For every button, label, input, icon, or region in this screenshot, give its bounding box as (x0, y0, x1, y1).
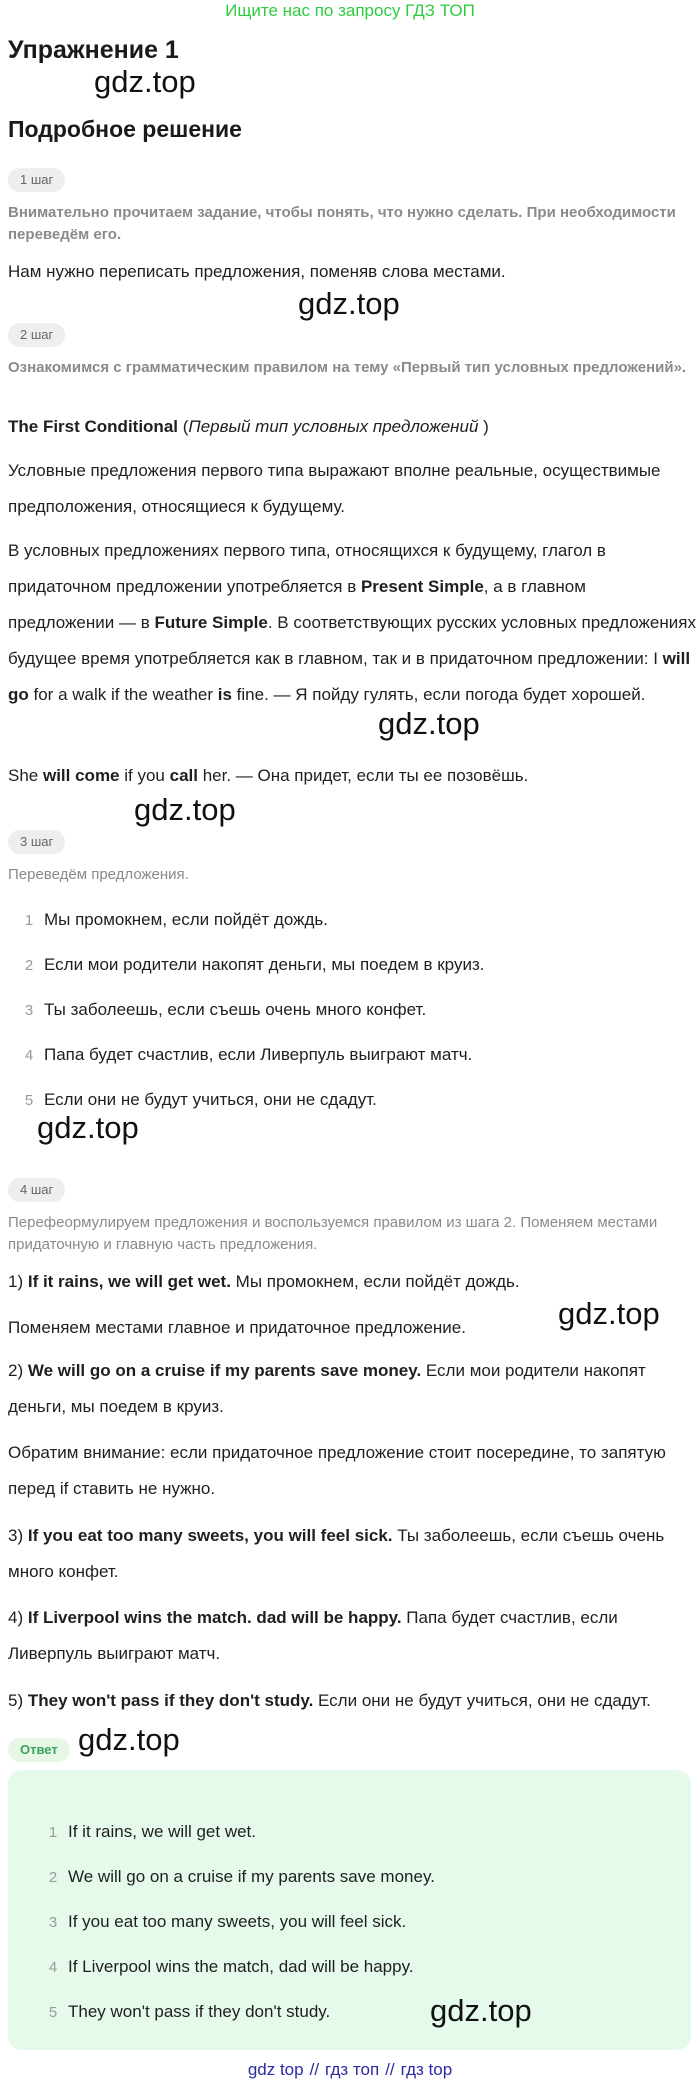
answer-item: 1 If it rains, we will get wet. (48, 1822, 257, 1841)
watermark: gdz.top (78, 1722, 180, 1757)
rule-example: She will come if you call her. — Она придет, если ты ее позовёшь. (8, 766, 529, 785)
answer-item: 2 We will go on a cruise if my parents save money. (48, 1867, 435, 1886)
answer-chip: Ответ (8, 1738, 70, 1762)
step-note: Перефеормулируем предложения и воспользуемся правилом из шага 2. Поменяем местами придаточную и главную часть предложения. (8, 1214, 658, 1253)
watermark: gdz.top (37, 1110, 139, 1145)
answer-item: 3 If you eat too many sweets, you will feel sick. (48, 1912, 407, 1931)
swap-note: Поменяем местами главное и придаточное предложение. (8, 1318, 466, 1337)
step-text: Нам нужно переписать предложения, поменяв слова местами. (8, 262, 506, 281)
answer-item: 5 They won't pass if they don't study. (48, 2002, 331, 2021)
rule-heading: The First Conditional (Первый тип условных предложений ) (8, 417, 489, 436)
rule-title: The First Conditional (8, 417, 178, 436)
rewrite-3: 3) If you eat too many sweets, you will feel sick. Ты заболеешь, если съешь очень много конфет. (8, 1526, 665, 1581)
rewrite-2: 2) We will go on a cruise if my parents save money. Если мои родители накопят деньги, мы поедем в круиз. (8, 1361, 646, 1416)
rule-paragraph: Условные предложения первого типа выражают вполне реальные, осуществимые предположения, относящиеся к будущему. (8, 461, 661, 516)
list-item: 1 Мы промокнем, если пойдёт дождь. (24, 910, 328, 929)
step-note: Ознакомимся с грамматическим правилом на тему «Первый тип условных предложений». (8, 359, 687, 376)
list-item: 5 Если они не будут учиться, они не сдадут. (24, 1090, 377, 1109)
step-chip: 3 шаг (8, 830, 65, 854)
rewrite-4: 4) If Liverpool wins the match. dad will be happy. Папа будет счастлив, если Ливерпуль выиграют матч. (8, 1608, 618, 1663)
search-banner: Ищите нас по запросу ГДЗ ТОП (225, 1, 475, 20)
footer-links: gdz top // гдз топ // гдз top (247, 2060, 453, 2079)
watermark: gdz.top (378, 706, 480, 741)
step-note: Внимательно прочитаем задание, чтобы понять, что нужно сделать. При необходимости переведём его. (8, 204, 676, 243)
list-item: 4 Папа будет счастлив, если Ливерпуль выиграют матч. (24, 1045, 473, 1064)
watermark: gdz.top (558, 1296, 660, 1331)
rule-paragraph: В условных предложениях первого типа, относящихся к будущему, глагол в придаточном предложении употребляется в Present Simple, а в главном предложении — в Future Simple. В соответствующих русских условных предложениях будущее время употребляется как в главном, так и в придаточном предложении: I will go for a walk if the weather is fine. — Я пойду гулять, если погода будет хорошей. (8, 541, 696, 704)
rewrite-1: 1) If it rains, we will get wet. Мы промокнем, если пойдёт дождь. (8, 1272, 520, 1291)
footer-link-gdz-top-ru[interactable]: гдз топ (325, 2060, 380, 2079)
watermark: gdz.top (430, 1993, 532, 2028)
watermark: gdz.top (298, 286, 400, 321)
step-chip: 4 шаг (8, 1178, 65, 1202)
solution-title: Подробное решение (8, 116, 242, 142)
answer-item: 4 If Liverpool wins the match, dad will be happy. (48, 1957, 414, 1976)
rule-title-ru: Первый тип условных предложений (188, 417, 479, 436)
footer-link-gdz-top[interactable]: gdz top (247, 2060, 304, 2079)
attention-note: Обратим внимание: если придаточное предложение стоит посередине, то запятую перед if ставить не нужно. (8, 1443, 666, 1498)
list-item: 2 Если мои родители накопят деньги, мы поедем в круиз. (24, 955, 485, 974)
rewrite-5: 5) They won't pass if they don't study. Если они не будут учиться, они не сдадут. (8, 1691, 651, 1710)
watermark: gdz.top (134, 792, 236, 827)
page-title: Упражнение 1 (8, 36, 179, 64)
step-chip: 2 шаг (8, 323, 65, 347)
step-chip: 1 шаг (8, 168, 65, 192)
watermark: gdz.top (94, 64, 196, 99)
step-note: Переведём предложения. (8, 866, 189, 883)
list-item: 3 Ты заболеешь, если съешь очень много конфет. (24, 1000, 427, 1019)
footer-link-gdz-top-mixed[interactable]: гдз top (400, 2060, 453, 2079)
